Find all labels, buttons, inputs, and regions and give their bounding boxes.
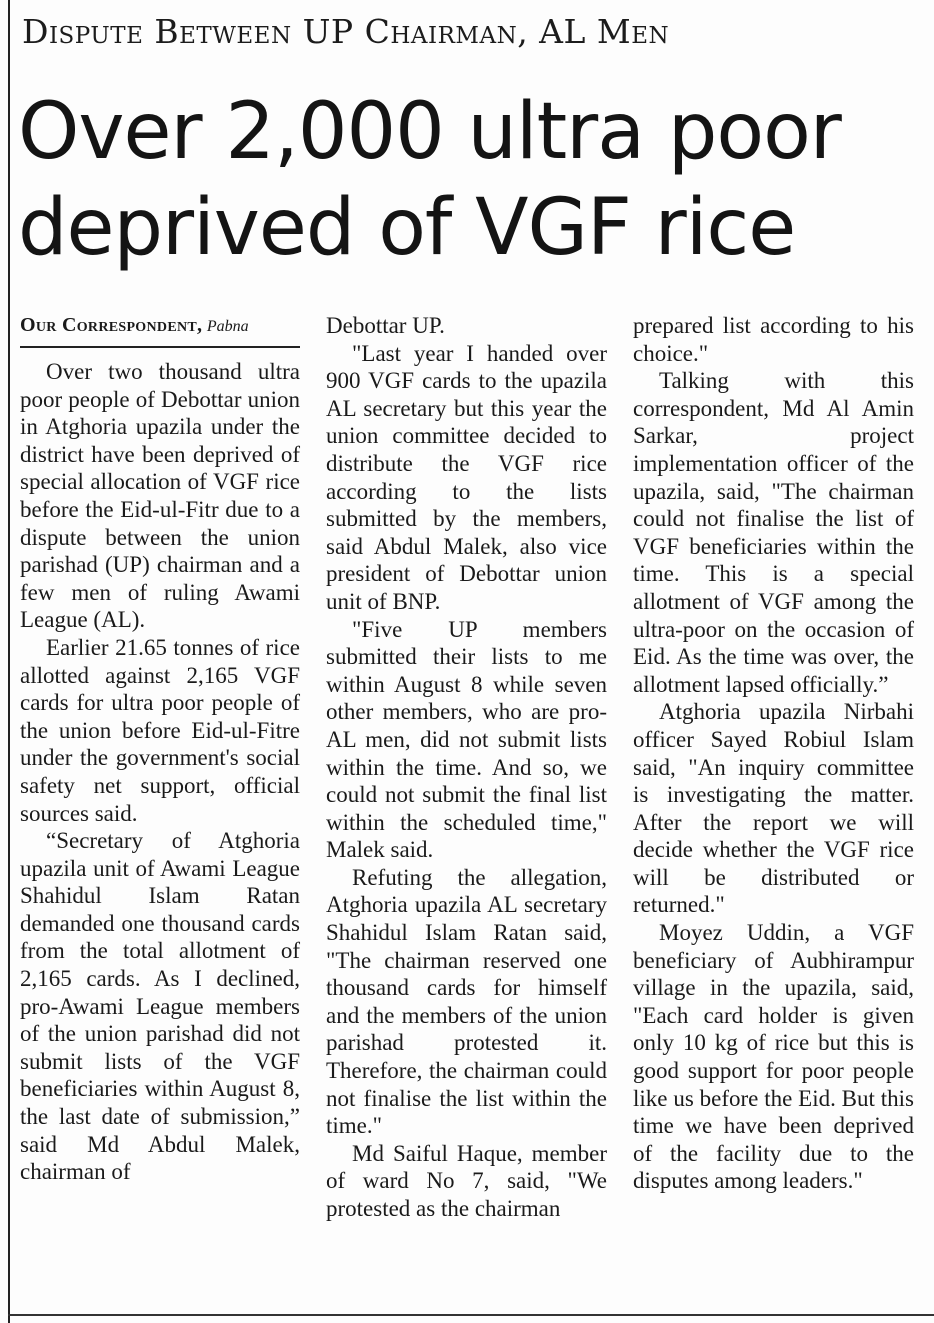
byline-place: Pabna: [206, 318, 249, 335]
article-paragraph: Talking with this correspondent, Md Al Amin Sarkar, project implementation officer of the upazila, said, "The chairman could not finalise the list of VGF beneficiaries within the time. This is a special allotment of VGF among the ultra-poor on the occasion of Eid. As the time was over, the allotment lapsed officially.”: [633, 368, 914, 697]
article-column-2: [326, 312, 607, 1223]
main-headline: Over 2,000 ultra poor deprived of VGF rice: [18, 87, 841, 273]
article-paragraph: "Five UP members submitted their lists to me within August 8 while seven other members, who are pro-AL men, did not submit lists within the time. And so, we could not submit the final list within the scheduled time," Malek said.: [326, 616, 607, 863]
article-paragraph: Atghoria upazila Nirbahi officer Sayed Robiul Islam said, "An inquiry committee is investigating the matter. After the report we will decide whether the VGF rice will be distributed or returned.": [633, 699, 914, 918]
article-paragraph: Earlier 21.65 tonnes of rice allotted against 2,165 VGF cards for ultra poor people of the union before Eid-ul-Fitre under the government's social safety net support, official sources said.: [20, 634, 300, 826]
kicker-headline: Dispute Between UP Chairman, AL Men: [22, 12, 670, 51]
article-column-3: [633, 312, 914, 1195]
article-paragraph: Over two thousand ultra poor people of Debottar union in Atghoria upazila under the district have been deprived of special allocation of VGF rice before the Eid-ul-Fitr due to a dispute between the union parishad (UP) chairman and a few men of ruling Awami League (AL).: [20, 359, 300, 633]
article-paragraph: Moyez Uddin, a VGF beneficiary of Aubhirampur village in the upazila, said, "Each card holder is given only 10 kg of rice but this is good support for poor people like us before the Eid. But this time we have been deprived of the facility due to the disputes among leaders.": [633, 920, 914, 1194]
article-paragraph: “Secretary of Atghoria upazila unit of Awami League Shahidul Islam Ratan demanded one thousand cards from the total allotment of 2,165 cards. As I declined, pro-Awami League members of the union parishad did not submit lists of the VGF beneficiaries within August 8, the last date of submission,” said Md Abdul Malek, chairman of: [20, 828, 300, 1185]
left-column-rule: [8, 0, 10, 1323]
bottom-rule: [8, 1314, 934, 1316]
article-paragraph: Debottar UP.: [326, 313, 445, 338]
article-paragraph: Md Saiful Haque, member of ward No 7, said, "We protested as the chairman: [326, 1140, 607, 1221]
article-paragraph: "Last year I handed over 900 VGF cards to the upazila AL secretary but this year the union committee decided to distribute the VGF rice according to the lists submitted by the members, said Abdul Malek, also vice president of Debottar union unit of BNP.: [326, 340, 607, 614]
byline: [20, 312, 300, 348]
article-column-1: [20, 312, 300, 1186]
article-paragraph: Refuting the allegation, Atghoria upazila AL secretary Shahidul Islam Ratan said, "The chairman reserved one thousand cards for himself and the members of the union parishad protested it. Therefore, the chairman could not finalise the list within the time.": [326, 864, 607, 1139]
article-paragraph: prepared list according to his choice.": [633, 313, 914, 366]
byline-label: Our Correspondent,: [20, 314, 203, 336]
